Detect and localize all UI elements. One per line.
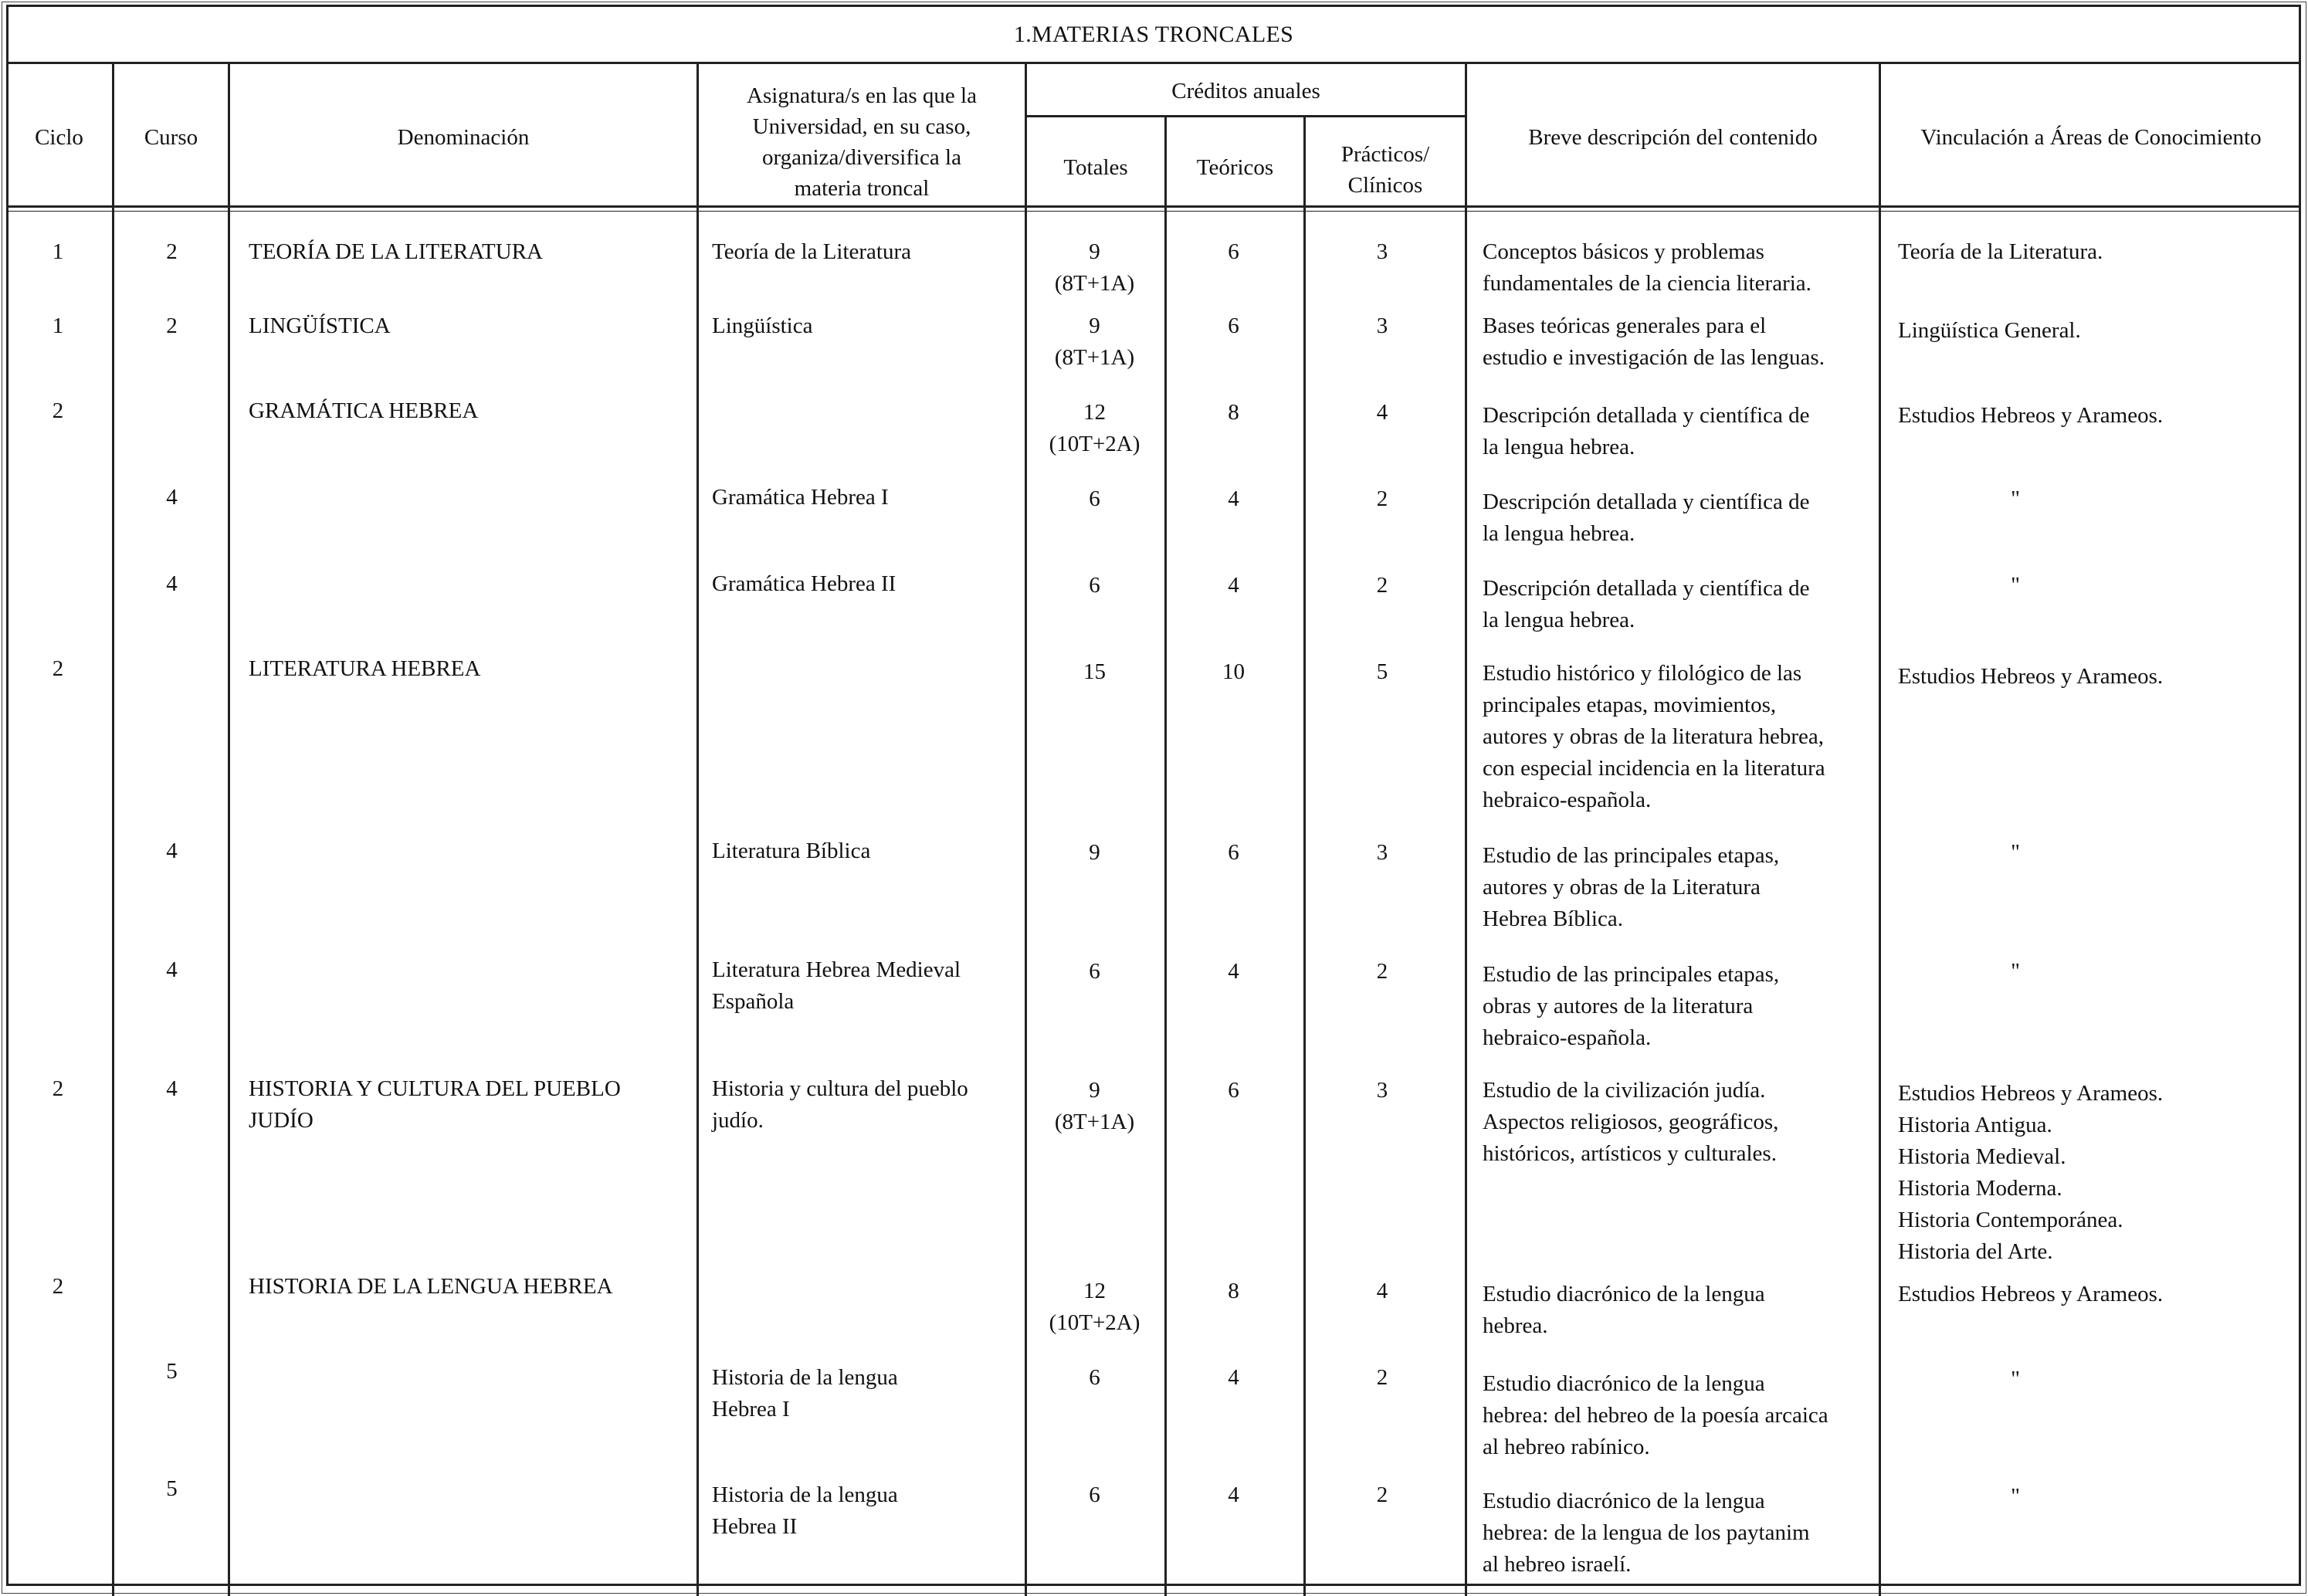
row12-descripcion: Estudio diacrónico de la lengua hebrea: de la lengua de los paytanim al hebreo israelí. (1483, 1489, 1810, 1577)
row4-totales: 6 (1089, 486, 1100, 511)
row6-totales: 15 (1083, 659, 1106, 684)
row8-asignatura: Literatura Hebrea Medieval Española (712, 957, 961, 1014)
row12-totales: 6 (1089, 1482, 1100, 1507)
row1-practicos: 3 (1376, 239, 1388, 264)
row2-totales: 9 (8T+1A) (1054, 313, 1135, 370)
row4-asignatura: Gramática Hebrea I (712, 485, 889, 510)
row11-descripcion: Estudio diacrónico de la lengua hebrea: del hebreo de la poesía arcaica al hebreo rabínico. (1483, 1371, 1828, 1459)
row10-ciclo: 2 (52, 1274, 64, 1299)
row7-descripcion: Estudio de las principales etapas, autores y obras de la Literatura Hebrea Bíblica. (1483, 843, 1780, 931)
row1-ciclo: 1 (52, 239, 64, 264)
row1-asignatura: Teoría de la Literatura (712, 239, 912, 264)
row6-descripcion: Estudio histórico y filológico de las principales etapas, movimientos, autores y obras de la literatura hebrea, con especial incidencia en la literatura hebraico-española. (1483, 661, 1825, 812)
row4-teoricos: 4 (1228, 486, 1239, 511)
row2-curso: 2 (166, 313, 178, 338)
header-descripcion: Breve descripción del contenido (1528, 125, 1818, 150)
row12-practicos: 2 (1376, 1482, 1388, 1507)
col-divider-2 (228, 62, 230, 1596)
row11-teoricos: 4 (1228, 1365, 1239, 1390)
header-divider (6, 205, 2301, 208)
row2-teoricos: 6 (1228, 313, 1239, 338)
row9-totales: 9 (8T+1A) (1054, 1078, 1135, 1134)
row6-ciclo: 2 (52, 656, 64, 681)
header-divider-secondary (6, 211, 2301, 212)
row8-curso: 4 (166, 957, 178, 982)
row3-denominacion: GRAMÁTICA HEBREA (249, 398, 479, 423)
row7-curso: 4 (166, 839, 178, 863)
row4-curso: 4 (166, 485, 178, 510)
row1-vinculacion: Teoría de la Literatura. (1898, 239, 2103, 264)
row8-vinculacion: " (2011, 959, 2020, 984)
row2-denominacion: LINGÜÍSTICA (249, 313, 391, 338)
row7-totales: 9 (1089, 840, 1100, 865)
row11-practicos: 2 (1376, 1365, 1388, 1390)
header-practicos: Prácticos/ Clínicos (1340, 142, 1430, 198)
row7-asignatura: Literatura Bíblica (712, 839, 871, 863)
row2-descripcion: Bases teóricas generales para el estudio e investigación de las lenguas. (1483, 313, 1825, 370)
row5-asignatura: Gramática Hebrea II (712, 571, 896, 596)
row10-teoricos: 8 (1228, 1279, 1239, 1303)
row3-vinculacion: Estudios Hebreos y Arameos. (1898, 403, 2164, 428)
row11-asignatura: Historia de la lengua Hebrea I (712, 1365, 898, 1421)
row9-descripcion: Estudio de la civilización judía. Aspectos religiosos, geográficos, históricos, artísticos y culturales. (1483, 1078, 1779, 1166)
row3-descripcion: Descripción detallada y científica de la lengua hebrea. (1483, 403, 1810, 459)
row12-teoricos: 4 (1228, 1482, 1239, 1507)
row7-teoricos: 6 (1228, 840, 1239, 865)
row5-descripcion: Descripción detallada y científica de la lengua hebrea. (1483, 576, 1810, 632)
row2-asignatura: Lingüística (712, 313, 813, 338)
row10-totales: 12 (10T+2A) (1049, 1279, 1140, 1335)
row8-descripcion: Estudio de las principales etapas, obras y autores de la literatura hebraico-española. (1483, 962, 1780, 1050)
title-divider (6, 62, 2301, 64)
row9-practicos: 3 (1376, 1078, 1388, 1103)
col-divider-1 (112, 62, 114, 1596)
row6-teoricos: 10 (1222, 659, 1245, 684)
row3-practicos: 4 (1376, 400, 1388, 425)
row7-vinculacion: " (2011, 840, 2020, 865)
row10-practicos: 4 (1376, 1279, 1388, 1303)
row9-teoricos: 6 (1228, 1078, 1239, 1103)
row1-teoricos: 6 (1228, 239, 1239, 264)
col-divider-7 (1465, 62, 1467, 1596)
row8-teoricos: 4 (1228, 959, 1239, 984)
row2-vinculacion: Lingüística General. (1898, 318, 2081, 343)
header-totales: Totales (1063, 155, 1128, 180)
table-title: 1.MATERIAS TRONCALES (1013, 22, 1294, 47)
header-asignatura: Asignatura/s en las que la Universidad, en su caso, organiza/diversifica la materia troncal (747, 83, 977, 201)
row11-totales: 6 (1089, 1365, 1100, 1390)
row1-totales: 9 (8T+1A) (1054, 239, 1135, 296)
row9-ciclo: 2 (52, 1076, 64, 1101)
row8-totales: 6 (1089, 959, 1100, 984)
row4-descripcion: Descripción detallada y científica de la lengua hebrea. (1483, 490, 1810, 546)
row7-practicos: 3 (1376, 840, 1388, 865)
header-denominacion: Denominación (397, 125, 530, 150)
row3-ciclo: 2 (52, 398, 64, 423)
row11-curso: 5 (166, 1359, 178, 1384)
row5-curso: 4 (166, 571, 178, 596)
row5-totales: 6 (1089, 573, 1100, 598)
row9-vinculacion: Estudios Hebreos y Arameos. Historia Antigua. Historia Medieval. Historia Moderna. Historia Contemporánea. Historia del Arte. (1898, 1081, 2164, 1264)
row8-practicos: 2 (1376, 959, 1388, 984)
row6-denominacion: LITERATURA HEBREA (249, 656, 481, 681)
row3-teoricos: 8 (1228, 400, 1239, 425)
row9-curso: 4 (166, 1076, 178, 1101)
header-vinculacion: Vinculación a Áreas de Conocimiento (1920, 125, 2262, 150)
row6-vinculacion: Estudios Hebreos y Arameos. (1898, 664, 2164, 689)
row1-descripcion: Conceptos básicos y problemas fundamentales de la ciencia literaria. (1483, 239, 1811, 296)
row1-denominacion: TEORÍA DE LA LITERATURA (249, 239, 543, 264)
row5-teoricos: 4 (1228, 573, 1239, 598)
creditos-divider (1025, 115, 1465, 117)
row1-curso: 2 (166, 239, 178, 264)
header-curso: Curso (144, 125, 198, 150)
row12-vinculacion: " (2011, 1484, 2020, 1509)
header-creditos: Créditos anuales (1171, 79, 1320, 103)
row3-totales: 12 (10T+2A) (1049, 400, 1140, 456)
header-teoricos: Teóricos (1196, 155, 1274, 180)
row12-asignatura: Historia de la lengua Hebrea II (712, 1482, 898, 1539)
row5-vinculacion: " (2011, 573, 2020, 598)
row4-practicos: 2 (1376, 486, 1388, 511)
row11-vinculacion: " (2011, 1367, 2020, 1391)
col-divider-3 (696, 62, 699, 1596)
row10-vinculacion: Estudios Hebreos y Arameos. (1898, 1282, 2164, 1306)
row9-asignatura: Historia y cultura del pueblo judío. (712, 1076, 968, 1133)
row12-curso: 5 (166, 1476, 178, 1501)
row2-ciclo: 1 (52, 313, 64, 338)
row4-vinculacion: " (2011, 486, 2020, 511)
row5-practicos: 2 (1376, 573, 1388, 598)
row10-denominacion: HISTORIA DE LA LENGUA HEBREA (249, 1274, 613, 1299)
row9-denominacion: HISTORIA Y CULTURA DEL PUEBLO JUDÍO (249, 1076, 621, 1133)
row6-practicos: 5 (1376, 659, 1388, 684)
row2-practicos: 3 (1376, 313, 1388, 338)
header-ciclo: Ciclo (35, 125, 83, 150)
row10-descripcion: Estudio diacrónico de la lengua hebrea. (1483, 1282, 1765, 1338)
